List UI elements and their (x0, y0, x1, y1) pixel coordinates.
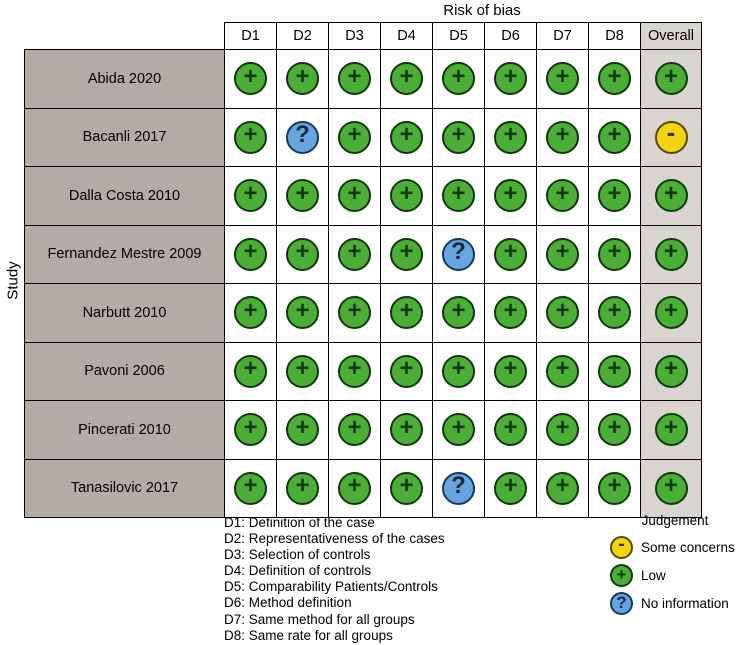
judgement-glyph: + (503, 179, 518, 207)
judgement-cell (329, 225, 381, 284)
judgement-glyph: + (607, 121, 622, 149)
judgement-bubble-low (286, 179, 319, 212)
judgement-cell (589, 50, 641, 109)
judgement-bubble-low (286, 238, 319, 271)
judgement-glyph: + (607, 413, 622, 441)
judgement-glyph: + (295, 296, 310, 324)
judgement-glyph: + (243, 121, 258, 149)
judgement-glyph: + (399, 121, 414, 149)
judgement-bubble-low (494, 121, 527, 154)
judgement-glyph: + (503, 121, 518, 149)
judgement-bubble-low (234, 62, 267, 95)
judgement-glyph: ? (451, 238, 466, 266)
table-row (25, 459, 702, 518)
judgement-cell (641, 167, 702, 226)
column-header-d1: D1 (225, 23, 277, 50)
judgement-cell (225, 108, 277, 167)
judgement-cell (329, 108, 381, 167)
judgement-cell (329, 459, 381, 518)
table-row (25, 342, 702, 401)
judgement-bubble-some (610, 536, 633, 559)
judgement-bubble-low (598, 413, 631, 446)
judgement-cell (225, 459, 277, 518)
judgement-glyph: + (399, 355, 414, 383)
judgement-cell (277, 401, 329, 460)
judgement-glyph: + (503, 355, 518, 383)
column-header-d4: D4 (381, 23, 433, 50)
judgement-cell (485, 167, 537, 226)
judgement-glyph: + (243, 472, 258, 500)
judgement-glyph: + (399, 472, 414, 500)
judgement-bubble-low (286, 472, 319, 505)
judgement-cell (641, 284, 702, 343)
judgement-glyph: + (503, 238, 518, 266)
judgement-bubble-low (546, 238, 579, 271)
judgement-glyph: + (295, 472, 310, 500)
legend-item-label: No information (641, 596, 729, 611)
risk-of-bias-table (24, 22, 702, 518)
column-header-d2: D2 (277, 23, 329, 50)
judgement-cell (329, 401, 381, 460)
judgement-glyph: + (555, 355, 570, 383)
judgement-cell (277, 225, 329, 284)
judgement-cell (641, 459, 702, 518)
judgement-glyph: + (555, 62, 570, 90)
judgement-cell (485, 108, 537, 167)
judgement-bubble-low (234, 238, 267, 271)
judgement-bubble-low (598, 238, 631, 271)
corner-cell (25, 23, 225, 50)
legend-item-label: Some concerns (641, 540, 735, 555)
judgement-cell (641, 401, 702, 460)
column-header-d5: D5 (433, 23, 485, 50)
judgement-bubble-low (286, 355, 319, 388)
judgement-bubble-low (390, 355, 423, 388)
judgement-bubble-low (546, 296, 579, 329)
judgement-cell (225, 342, 277, 401)
judgement-bubble-noinfo (442, 238, 475, 271)
judgement-cell (277, 342, 329, 401)
judgement-bubble-noinfo (610, 592, 633, 615)
judgement-bubble-low (598, 179, 631, 212)
judgement-glyph: + (607, 355, 622, 383)
judgement-bubble-low (598, 296, 631, 329)
table-header-row (25, 23, 702, 50)
judgement-glyph: + (607, 296, 622, 324)
judgement-glyph: + (243, 413, 258, 441)
table-row (25, 284, 702, 343)
judgement-bubble-low (546, 121, 579, 154)
judgement-glyph: + (347, 62, 362, 90)
judgement-glyph: + (607, 62, 622, 90)
judgement-cell (277, 459, 329, 518)
judgement-glyph: + (555, 238, 570, 266)
domain-key-item: D4: Definition of controls (224, 563, 372, 579)
judgement-cell (433, 401, 485, 460)
judgement-bubble-low (234, 355, 267, 388)
study-label: Bacanli 2017 (25, 108, 225, 167)
judgement-bubble-low (234, 472, 267, 505)
judgement-cell (641, 342, 702, 401)
judgement-glyph: + (295, 355, 310, 383)
judgement-cell (641, 108, 702, 167)
domain-key-item: D2: Representativeness of the cases (224, 531, 445, 547)
judgement-glyph: + (451, 296, 466, 324)
judgement-glyph: + (243, 296, 258, 324)
table-row (25, 50, 702, 109)
judgement-glyph: + (451, 62, 466, 90)
judgement-glyph: + (347, 355, 362, 383)
judgement-bubble-low (655, 62, 688, 95)
judgement-glyph: + (663, 179, 678, 207)
judgement-glyph: + (347, 296, 362, 324)
judgement-glyph: - (666, 117, 676, 148)
domain-key-item: D5: Comparability Patients/Controls (224, 579, 438, 595)
domain-key-item: D1: Definition of the case (224, 515, 375, 530)
judgement-bubble-low (494, 296, 527, 329)
judgement-cell (433, 284, 485, 343)
judgement-bubble-low (655, 472, 688, 505)
judgement-glyph: + (663, 355, 678, 383)
judgement-bubble-low (234, 179, 267, 212)
judgement-cell (381, 401, 433, 460)
judgement-cell (225, 401, 277, 460)
judgement-cell (329, 342, 381, 401)
judgement-bubble-low (234, 413, 267, 446)
judgement-bubble-low (655, 296, 688, 329)
judgement-bubble-low (338, 355, 371, 388)
judgement-cell (329, 167, 381, 226)
legend-item-low (610, 562, 740, 589)
judgement-cell (589, 459, 641, 518)
judgement-glyph: + (347, 472, 362, 500)
judgement-cell (433, 108, 485, 167)
judgement-bubble-low (546, 413, 579, 446)
judgement-glyph: + (399, 296, 414, 324)
judgement-bubble-low (655, 413, 688, 446)
judgement-cell (225, 225, 277, 284)
table-row (25, 167, 702, 226)
judgement-cell (641, 50, 702, 109)
judgement-glyph: + (451, 179, 466, 207)
legend-item-some (610, 534, 740, 561)
judgement-bubble-low (390, 472, 423, 505)
judgement-glyph: + (503, 413, 518, 441)
domain-key-item: D6: Method definition (224, 595, 352, 611)
judgement-cell (537, 225, 589, 284)
judgement-cell (537, 108, 589, 167)
column-header-d7: D7 (537, 23, 589, 50)
judgement-glyph: ? (616, 593, 627, 612)
judgement-bubble-low (610, 564, 633, 587)
judgement-bubble-low (442, 413, 475, 446)
judgement-bubble-low (494, 413, 527, 446)
column-header-d3: D3 (329, 23, 381, 50)
judgement-bubble-low (338, 472, 371, 505)
judgement-cell (277, 108, 329, 167)
judgement-bubble-low (286, 296, 319, 329)
judgement-glyph: + (555, 413, 570, 441)
judgement-glyph: + (347, 413, 362, 441)
table-row (25, 401, 702, 460)
judgement-glyph: + (503, 296, 518, 324)
judgement-cell (433, 167, 485, 226)
judgement-cell (589, 167, 641, 226)
judgement-glyph: + (295, 62, 310, 90)
judgement-glyph: + (243, 355, 258, 383)
judgement-cell (381, 342, 433, 401)
judgement-cell (329, 50, 381, 109)
judgement-bubble-low (442, 121, 475, 154)
judgement-bubble-low (494, 179, 527, 212)
judgement-bubble-low (546, 355, 579, 388)
judgement-glyph: + (243, 62, 258, 90)
judgement-glyph: + (555, 296, 570, 324)
judgement-glyph: + (663, 62, 678, 90)
judgement-glyph: + (295, 179, 310, 207)
judgement-cell (433, 50, 485, 109)
judgement-bubble-noinfo (442, 472, 475, 505)
judgement-bubble-low (338, 62, 371, 95)
judgement-glyph: + (399, 238, 414, 266)
judgement-cell (225, 50, 277, 109)
judgement-cell (641, 225, 702, 284)
judgement-bubble-low (494, 355, 527, 388)
judgement-cell (381, 225, 433, 284)
judgement-cell (589, 342, 641, 401)
judgement-glyph: + (243, 179, 258, 207)
judgement-bubble-low (442, 62, 475, 95)
judgement-bubble-low (234, 296, 267, 329)
judgement-cell (277, 284, 329, 343)
judgement-cell (589, 284, 641, 343)
table-row (25, 108, 702, 167)
judgement-bubble-low (390, 62, 423, 95)
study-label: Fernandez Mestre 2009 (25, 225, 225, 284)
y-axis-label: Study (4, 261, 22, 300)
judgement-cell (433, 342, 485, 401)
chart-title: Risk of bias (443, 2, 521, 19)
study-label: Tanasilovic 2017 (25, 459, 225, 518)
judgement-bubble-low (442, 179, 475, 212)
judgement-cell (537, 459, 589, 518)
judgement-glyph: + (607, 179, 622, 207)
domain-key-legend (224, 515, 445, 644)
legend-item-label: Low (641, 568, 666, 583)
judgement-glyph: + (243, 238, 258, 266)
judgement-cell (589, 108, 641, 167)
judgement-cell (589, 401, 641, 460)
judgement-cell (485, 284, 537, 343)
judgement-bubble-noinfo (286, 121, 319, 154)
judgement-glyph: + (663, 413, 678, 441)
judgement-bubble-low (286, 413, 319, 446)
judgement-bubble-some (655, 117, 688, 154)
judgement-cell (381, 459, 433, 518)
judgement-glyph: + (503, 62, 518, 90)
judgement-glyph: + (399, 413, 414, 441)
judgement-cell (537, 342, 589, 401)
study-label: Dalla Costa 2010 (25, 167, 225, 226)
domain-key-item: D8: Same rate for all groups (224, 627, 393, 643)
judgement-glyph: + (607, 472, 622, 500)
judgement-bubble-low (655, 355, 688, 388)
column-header-d6: D6 (485, 23, 537, 50)
judgement-cell (381, 167, 433, 226)
judgement-cell (537, 284, 589, 343)
judgement-bubble-low (390, 238, 423, 271)
judgement-glyph: + (555, 121, 570, 149)
judgement-bubble-low (442, 296, 475, 329)
judgement-glyph: - (618, 534, 625, 555)
judgement-cell (537, 401, 589, 460)
judgement-cell (485, 225, 537, 284)
judgement-cell (433, 225, 485, 284)
domain-key-item: D3: Selection of controls (224, 547, 371, 563)
table-row (25, 225, 702, 284)
judgement-cell (225, 167, 277, 226)
judgement-glyph: + (347, 179, 362, 207)
judgement-cell (589, 225, 641, 284)
judgement-cell (381, 284, 433, 343)
column-header-d8: D8 (589, 23, 641, 50)
judgement-glyph: + (616, 565, 627, 584)
column-header-overall: Overall (641, 23, 702, 50)
judgement-glyph: + (451, 355, 466, 383)
judgement-bubble-low (546, 179, 579, 212)
judgement-bubble-low (598, 355, 631, 388)
judgement-glyph: + (451, 413, 466, 441)
judgement-glyph: + (399, 62, 414, 90)
judgement-bubble-low (390, 296, 423, 329)
judgement-cell (225, 284, 277, 343)
judgement-glyph: + (503, 472, 518, 500)
judgement-bubble-low (494, 472, 527, 505)
judgement-glyph: + (555, 472, 570, 500)
judgement-bubble-low (494, 62, 527, 95)
judgement-cell (329, 284, 381, 343)
judgement-bubble-low (655, 238, 688, 271)
judgement-bubble-low (390, 413, 423, 446)
judgement-bubble-low (598, 121, 631, 154)
judgement-cell (277, 50, 329, 109)
study-label: Pincerati 2010 (25, 401, 225, 460)
judgement-cell (277, 167, 329, 226)
judgement-cell (485, 342, 537, 401)
judgement-cell (485, 459, 537, 518)
judgement-glyph: + (451, 121, 466, 149)
judgement-glyph: + (663, 472, 678, 500)
judgement-cell (485, 50, 537, 109)
judgement-cell (485, 401, 537, 460)
judgement-bubble-low (338, 413, 371, 446)
judgement-bubble-low (598, 62, 631, 95)
judgement-legend-title: Judgement (641, 513, 709, 528)
judgement-bubble-low (234, 121, 267, 154)
judgement-bubble-low (546, 472, 579, 505)
judgement-cell (537, 50, 589, 109)
study-label: Narbutt 2010 (25, 284, 225, 343)
judgement-glyph: + (347, 121, 362, 149)
judgement-glyph: + (555, 179, 570, 207)
judgement-bubble-low (494, 238, 527, 271)
study-label: Abida 2020 (25, 50, 225, 109)
judgement-cell (537, 167, 589, 226)
judgement-glyph: + (347, 238, 362, 266)
judgement-cell (381, 108, 433, 167)
judgement-glyph: + (295, 413, 310, 441)
judgement-bubble-low (390, 121, 423, 154)
judgement-glyph: + (399, 179, 414, 207)
judgement-glyph: + (295, 238, 310, 266)
judgement-bubble-low (390, 179, 423, 212)
judgement-bubble-low (655, 179, 688, 212)
judgement-glyph: ? (451, 472, 466, 500)
judgement-bubble-low (286, 62, 319, 95)
judgement-glyph: + (663, 296, 678, 324)
judgement-bubble-low (546, 62, 579, 95)
judgement-legend (610, 513, 740, 618)
judgement-bubble-low (338, 296, 371, 329)
study-label: Pavoni 2006 (25, 342, 225, 401)
domain-key-item: D7: Same method for all groups (224, 611, 415, 627)
judgement-bubble-low (338, 121, 371, 154)
judgement-bubble-low (598, 472, 631, 505)
judgement-glyph: + (607, 238, 622, 266)
judgement-cell (433, 459, 485, 518)
judgement-bubble-low (442, 355, 475, 388)
judgement-glyph: ? (295, 121, 310, 149)
judgement-bubble-low (338, 179, 371, 212)
judgement-glyph: + (663, 238, 678, 266)
judgement-bubble-low (338, 238, 371, 271)
judgement-cell (381, 50, 433, 109)
legend-item-noinfo (610, 590, 740, 617)
